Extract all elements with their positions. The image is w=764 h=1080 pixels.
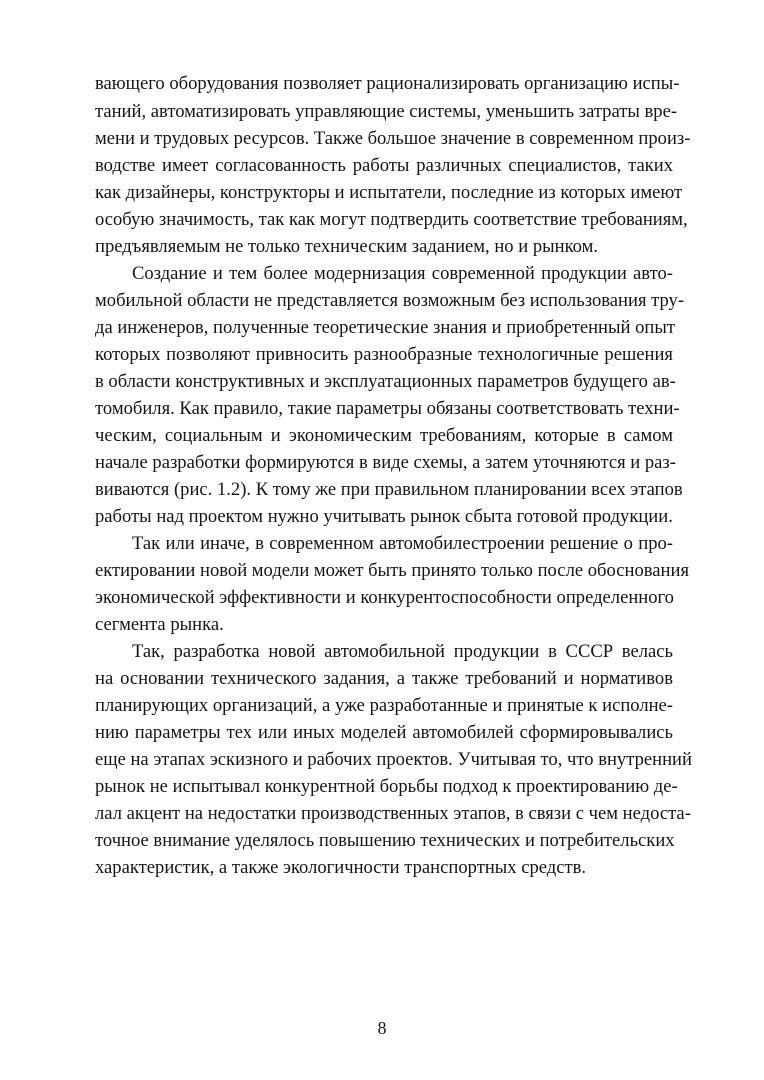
text-line: начале разработки формируются в виде схемы, а затем уточняются и раз- (95, 452, 676, 473)
text-line: рынок не испытывал конкурентной борьбы подход к проектированию де- (95, 776, 678, 797)
text-line: особую значимость, так как могут подтвердить соответствие требованиям, (95, 209, 688, 230)
text-line: экономической эффективности и конкурентоспособности определенного (95, 587, 674, 608)
page-number: 8 (377, 1018, 387, 1038)
text-line: мени и трудовых ресурсов. Также большое значение в современном произ- (95, 128, 691, 149)
text-line: как дизайнеры, конструкторы и испытатели, последние из которых имеют (95, 182, 683, 203)
text-line: сегмента рынка. (95, 614, 224, 635)
text-line: на основании технического задания, а также требований и нормативов (95, 668, 673, 689)
text-line: Так, разработка новой автомобильной продукции в СССР велась (132, 641, 673, 662)
text-line: предъявляемым не только техническим заданием, но и рынком. (95, 236, 599, 257)
text-line: водстве имеет согласованность работы различных специалистов, таких (95, 155, 673, 176)
text-line: виваются (рис. 1.2). К тому же при правильном планировании всех этапов (95, 479, 683, 500)
text-line: точное внимание уделялось повышению технических и потребительских (95, 830, 675, 851)
text-line: ектировании новой модели может быть принято только после обоснования (95, 560, 690, 581)
text-line: в области конструктивных и эксплуатационных параметров будущего ав- (95, 371, 676, 392)
text-line: еще на этапах эскизного и рабочих проектов. Учитывая то, что внутренний (95, 749, 692, 770)
text-line: томобиля. Как правило, такие параметры обязаны соответствовать техни- (95, 398, 680, 419)
text-line: мобильной области не представляется возможным без использования тру- (95, 290, 685, 311)
text-line: работы над проектом нужно учитывать рынок сбыта готовой продукции. (95, 506, 673, 527)
text-line: характеристик, а также экологичности транспортных средств. (95, 857, 587, 878)
text-line: да инженеров, полученные теоретические знания и приобретенный опыт (95, 317, 675, 338)
text-line: нию параметры тех или иных моделей автомобилей сформировывались (95, 722, 673, 743)
text-line: планирующих организаций, а уже разработанные и принятые к исполне- (95, 695, 673, 716)
text-line: ческим, социальным и экономическим требованиям, которые в самом (95, 425, 673, 446)
text-line: вающего оборудования позволяет рационализировать организацию испы- (95, 73, 680, 94)
text-line: Так или иначе, в современном автомобилестроении решение о про- (132, 533, 673, 554)
text-line: Создание и тем более модернизация современной продукции авто- (132, 263, 673, 284)
text-line: которых позволяют привносить разнообразные технологичные решения (95, 344, 673, 365)
text-line: таний, автоматизировать управляющие системы, уменьшить затраты вре- (95, 101, 678, 122)
text-line: лал акцент на недостатки производственных этапов, в связи с чем недоста- (95, 803, 691, 824)
